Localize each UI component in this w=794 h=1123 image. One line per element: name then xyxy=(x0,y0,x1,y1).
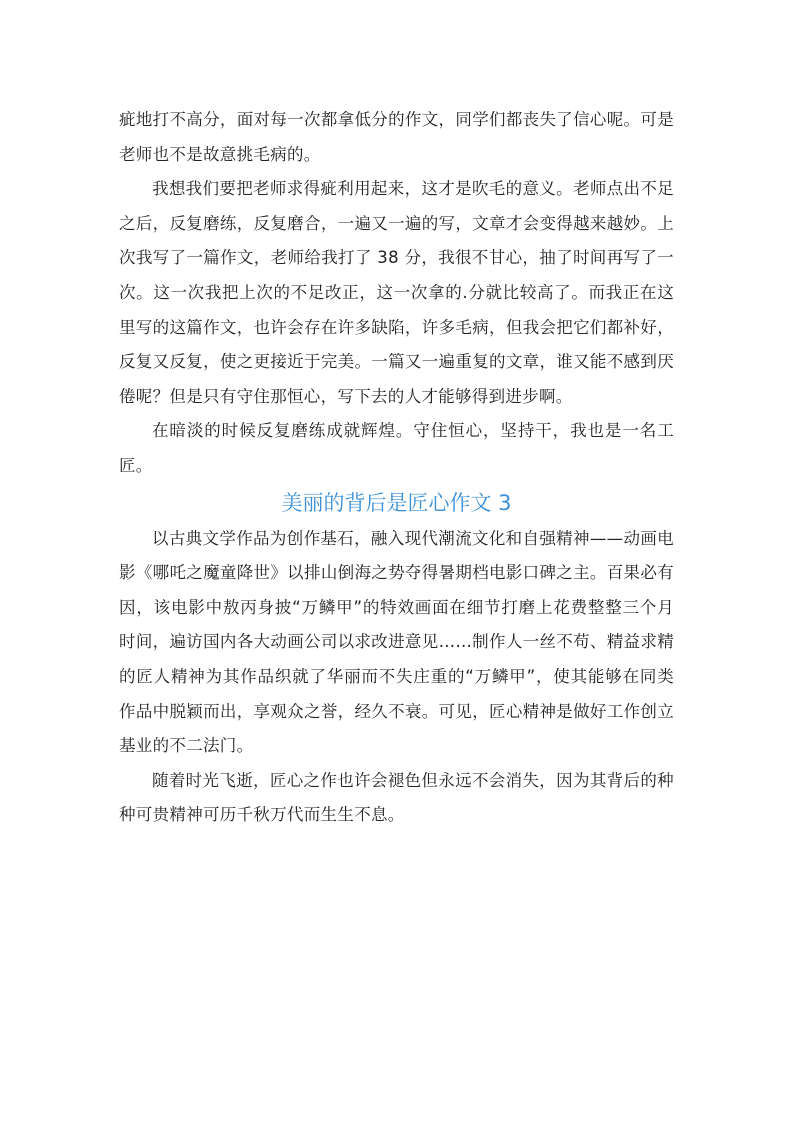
paragraph-nezha: 以古典文学作品为创作基石，融入现代潮流文化和自强精神——动画电影《哪吒之魔童降世》以排山倒海之势夺得暑期档电影口碑之主。百果必有因，该电影中敖丙身披“万鳞甲”的特效画面在细节打磨上花费整整三个月时间，遍访国内各大动画公司以求改进意见……制作人一丝不苟、精益求精的匠人精神为其作品织就了华丽而不失庄重的“万鳞甲”，使其能够在同类作品中脱颖而出，享观众之誉，经久不衰。可见，匠心精神是做好工作创立基业的不二法门。 xyxy=(119,528,674,756)
paragraph-ending: 随着时光飞逝，匠心之作也许会褪色但永远不会消失，因为其背后的种种可贵精神可历千秋万代而生生不息。 xyxy=(119,770,674,825)
section-title: 美丽的背后是匠心作文 3 xyxy=(281,490,512,515)
document-body xyxy=(119,103,674,833)
paragraph-conclusion: 在暗淡的时候反复磨练成就辉煌。守住恒心，坚持干，我也是一名工匠。 xyxy=(119,421,674,475)
paragraph-continuation: 疵地打不高分，面对每一次都拿低分的作文，同学们都丧失了信心呢。可是老师也不是故意挑毛病的。 xyxy=(119,110,674,164)
paragraph-practice: 我想我们要把老师求得疵利用起来，这才是吹毛的意义。老师点出不足之后，反复磨练，反复磨合，一遍又一遍的写，文章才会变得越来越妙。上次我写了一篇作文，老师给我打了 38 分，我很不甘心，抽了时间再写了一次。这一次我把上次的不足改正，这一次拿的.分就比较高了。而我正在这里写的这篇作文，也许会存在许多缺陷，许多毛病，但我会把它们都补好，反复又反复，使之更接近于完美。一篇又一遍重复的文章，谁又能不感到厌倦呢？但是只有守住那恒心，写下去的人才能够得到进步啊。 xyxy=(119,179,674,406)
